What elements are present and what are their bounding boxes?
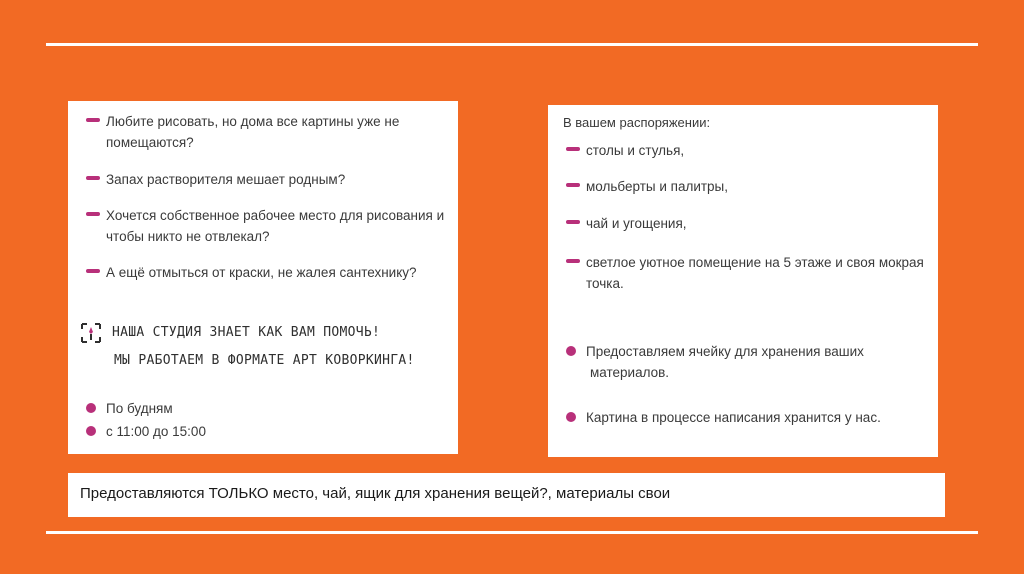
amenity-item: столы и стулья, (566, 140, 684, 161)
studio-slogan-line2: МЫ РАБОТАЕМ В ФОРМАТЕ АРТ КОВОРКИНГА! (114, 353, 415, 368)
extra-item: Предоставляем ячейку для хранения ваших материалов. (566, 341, 864, 383)
right-panel (548, 105, 938, 457)
schedule-item: По будням (86, 398, 173, 419)
amenities-heading: В вашем распоряжении: (563, 115, 711, 130)
dash-bullet-icon (566, 220, 580, 224)
dash-bullet-icon (86, 269, 100, 273)
amenity-item: светлое уютное помещение на 5 этаже и своя мокрая точка. (566, 252, 924, 294)
amenity-item: чай и угощения, (566, 213, 687, 234)
check-dot-icon (566, 412, 576, 422)
check-dot-icon (86, 403, 96, 413)
top-divider (46, 43, 978, 46)
dash-bullet-icon (566, 183, 580, 187)
schedule-item: с 11:00 до 15:00 (86, 421, 206, 442)
studio-slogan-line1: НАША СТУДИЯ ЗНАЕТ КАК ВАМ ПОМОЧЬ! (112, 325, 381, 340)
dash-bullet-icon (86, 176, 100, 180)
paintbrush-frame-icon (80, 322, 102, 344)
dash-bullet-icon (86, 118, 100, 122)
extra-item: Картина в процессе написания хранится у нас. (566, 407, 881, 428)
check-dot-icon (86, 426, 96, 436)
dash-bullet-icon (566, 259, 580, 263)
question-item: Любите рисовать, но дома все картины уже не помещаются? (86, 111, 399, 153)
question-item: А ещё отмыться от краски, не жалея сантехнику? (86, 262, 417, 283)
studio-slogan (80, 319, 415, 375)
question-item: Хочется собственное рабочее место для рисования и чтобы никто не отвлекал? (86, 205, 444, 247)
dash-bullet-icon (86, 212, 100, 216)
question-item: Запах растворителя мешает родным? (86, 169, 345, 190)
check-dot-icon (566, 346, 576, 356)
note-text: Предоставляются ТОЛЬКО место, чай, ящик для хранения вещей?, материалы свои (80, 485, 671, 502)
bottom-divider (46, 531, 978, 534)
dash-bullet-icon (566, 147, 580, 151)
left-panel (68, 101, 458, 454)
note-panel (68, 473, 945, 517)
amenity-item: мольберты и палитры, (566, 176, 728, 197)
